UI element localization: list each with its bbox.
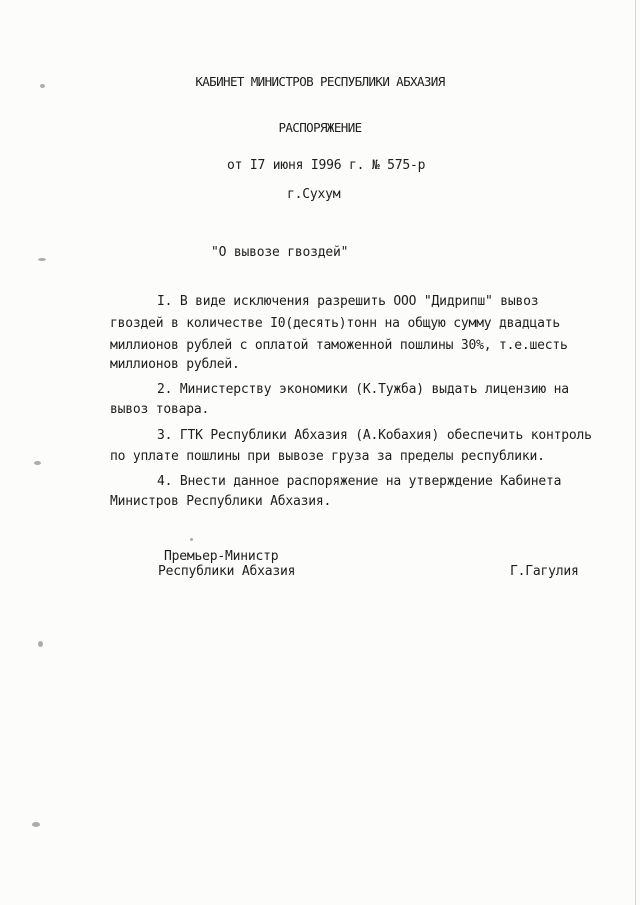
place: г.Сухум bbox=[287, 187, 341, 202]
signer-name: Г.Гагулия bbox=[510, 564, 579, 579]
item-1-line: миллионов рублей с оплатой таможенной пошлины 30%, т.е.шесть bbox=[110, 338, 568, 353]
page-edge bbox=[635, 0, 636, 905]
item-4-line: 4. Внести данное распоряжение на утверждение Кабинета bbox=[157, 474, 562, 489]
scan-speck bbox=[38, 258, 46, 261]
document-type: РАСПОРЯЖЕНИЕ bbox=[278, 120, 362, 135]
signer-title: Премьер-Министр bbox=[164, 549, 279, 564]
signer-title: Республики Абхазия bbox=[158, 564, 296, 579]
item-1-line: гвоздей в количестве I0(десять)тонн на общую сумму двадцать bbox=[110, 316, 560, 331]
scan-speck bbox=[34, 461, 41, 465]
scan-speck bbox=[38, 641, 43, 647]
subject: "О вывозе гвоздей" bbox=[211, 245, 349, 260]
item-2-line: вывоз товара. bbox=[110, 402, 210, 417]
scan-speck bbox=[190, 538, 193, 541]
organization-title: КАБИНЕТ МИНИСТРОВ РЕСПУБЛИКИ АБХАЗИЯ bbox=[195, 74, 445, 89]
item-2-line: 2. Министерству экономики (К.Тужба) выдать лицензию на bbox=[157, 382, 569, 397]
item-1-line: миллионов рублей. bbox=[110, 357, 240, 372]
item-3-line: 3. ГТК Республики Абхазия (А.Кобахия) обеспечить контроль bbox=[157, 428, 592, 443]
item-4-line: Министров Республики Абхазия. bbox=[110, 494, 332, 509]
item-1-line: I. В виде исключения разрешить ООО "Дидрипш" вывоз bbox=[157, 294, 539, 309]
scan-speck bbox=[32, 822, 40, 827]
item-3-line: по уплате пошлины при вывозе груза за пределы республики. bbox=[110, 449, 545, 464]
date-line: от I7 июня I996 г. № 575-р bbox=[227, 158, 426, 173]
